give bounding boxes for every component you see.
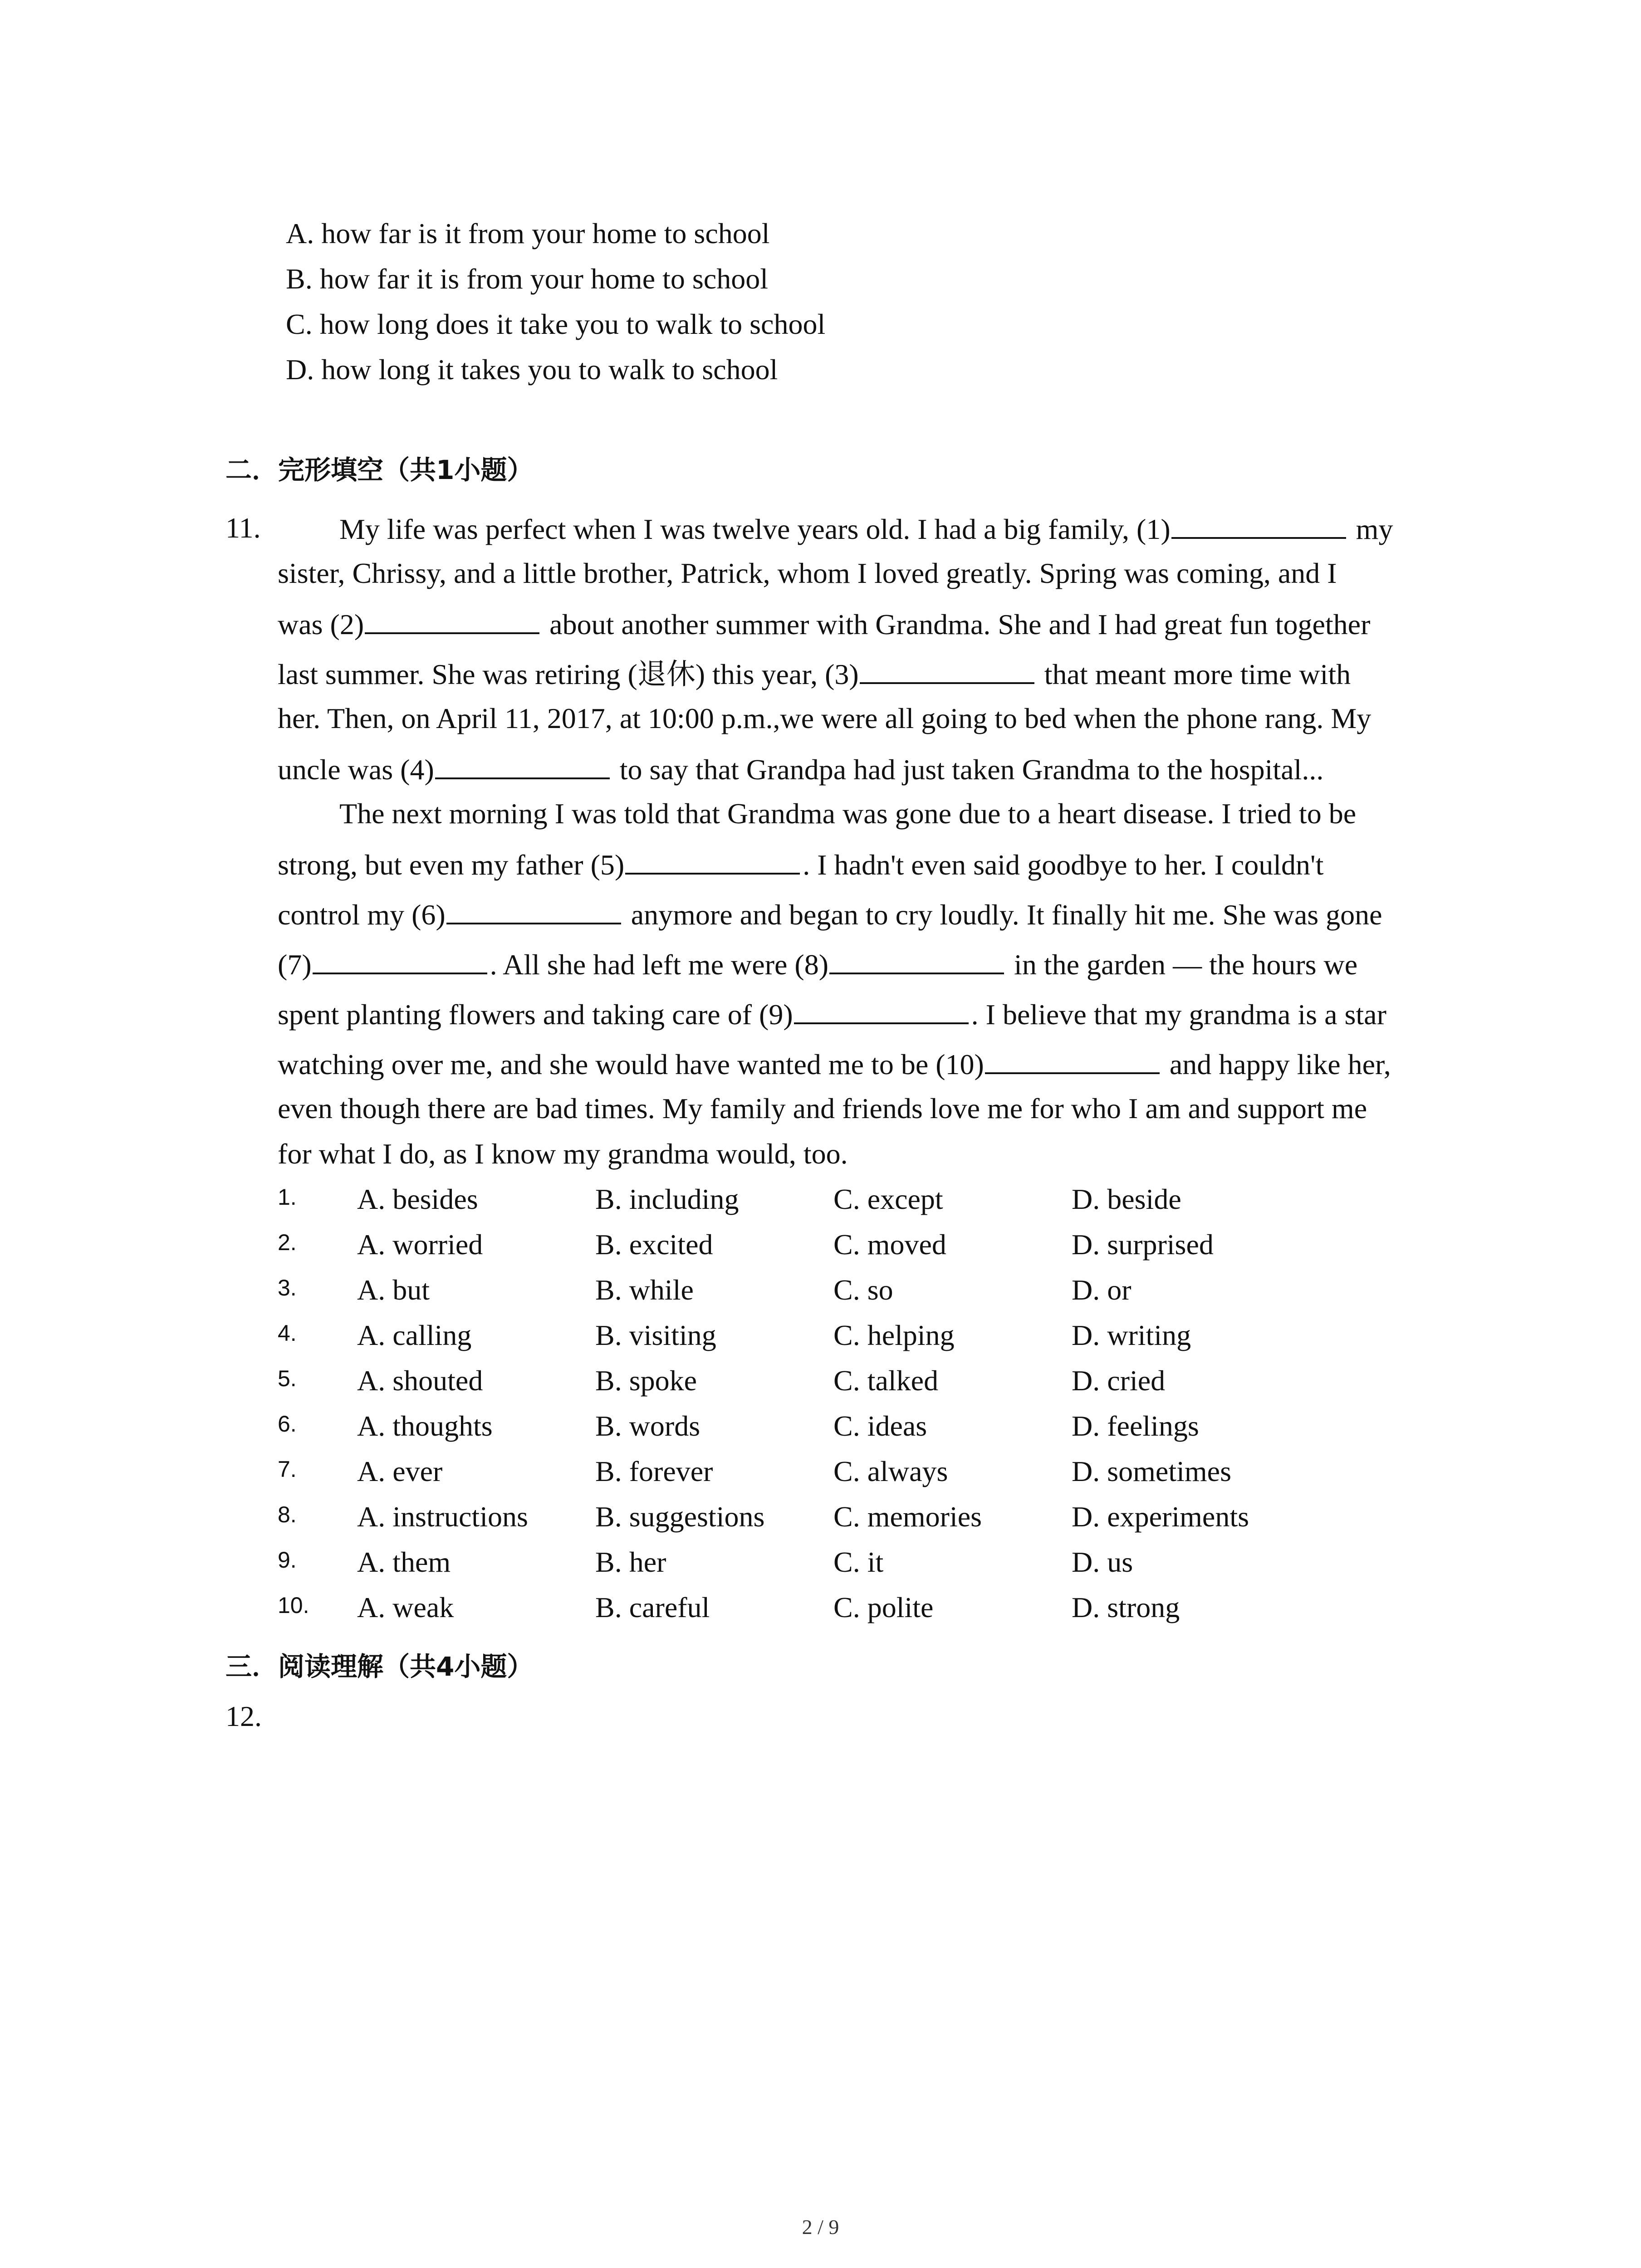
prev-option-d: D. how long it takes you to walk to school <box>286 353 778 386</box>
prev-option-c: C. how long does it take you to walk to school <box>286 308 826 340</box>
option-c[interactable]: C. polite <box>833 1591 934 1623</box>
option-b[interactable]: B. excited <box>595 1228 713 1261</box>
option-b[interactable]: B. spoke <box>595 1364 697 1397</box>
option-d[interactable]: D. cried <box>1072 1364 1166 1397</box>
passage-line: strong, but even my father (5) . I hadn't even said goodbye to her. I couldn't <box>278 846 1323 883</box>
option-d[interactable]: D. writing <box>1072 1319 1191 1351</box>
option-row <box>278 1363 1457 1399</box>
passage-line: was (2) about another summer with Grandma. She and I had great fun together <box>278 605 1370 643</box>
question-number: 12. <box>225 1700 262 1732</box>
option-c[interactable]: C. talked <box>833 1364 939 1397</box>
option-c[interactable]: C. it <box>833 1546 884 1578</box>
passage-line: uncle was (4) to say that Grandpa had just taken Grandma to the hospital... <box>278 750 1323 788</box>
option-row <box>278 1408 1457 1444</box>
option-d[interactable]: D. strong <box>1072 1591 1180 1623</box>
option-d[interactable]: D. sometimes <box>1072 1455 1231 1487</box>
page-number: 2 / 9 <box>802 2215 839 2239</box>
option-number: 1. <box>278 1184 297 1210</box>
option-number: 8. <box>278 1502 297 1527</box>
option-b[interactable]: B. her <box>595 1546 666 1578</box>
option-number: 6. <box>278 1411 297 1437</box>
passage-line: control my (6) anymore and began to cry loudly. It finally hit me. She was gone <box>278 895 1382 933</box>
option-d[interactable]: D. feelings <box>1072 1410 1199 1442</box>
passage-line: My life was perfect when I was twelve years old. I had a big family, (1) my <box>339 510 1393 547</box>
option-b[interactable]: B. forever <box>595 1455 713 1487</box>
answer-blank-8[interactable] <box>829 945 1004 974</box>
passage-line: her. Then, on April 11, 2017, at 10:00 p.m.,we were all going to bed when the phone rang. My <box>278 702 1372 734</box>
passage-line: watching over me, and she would have wanted me to be (10) and happy like her, <box>278 1045 1391 1083</box>
option-number: 4. <box>278 1320 297 1346</box>
answer-blank-9[interactable] <box>794 995 969 1024</box>
answer-blank-7[interactable] <box>313 945 487 974</box>
option-d[interactable]: D. us <box>1072 1546 1133 1578</box>
option-d[interactable]: D. beside <box>1072 1183 1181 1215</box>
passage-line: The next morning I was told that Grandma was gone due to a heart disease. I tried to be <box>339 797 1357 830</box>
answer-blank-2[interactable] <box>365 605 539 634</box>
section-heading-cloze: 二．完形填空（共1小题） <box>225 455 534 485</box>
option-b[interactable]: B. careful <box>595 1591 710 1623</box>
option-a[interactable]: A. besides <box>357 1183 478 1215</box>
option-d[interactable]: D. or <box>1072 1274 1132 1306</box>
option-c[interactable]: C. moved <box>833 1228 946 1261</box>
option-d[interactable]: D. surprised <box>1072 1228 1214 1261</box>
option-number: 10. <box>278 1593 309 1618</box>
prev-option-a: A. how far is it from your home to school <box>286 217 770 249</box>
option-c[interactable]: C. so <box>833 1274 893 1306</box>
option-number: 9. <box>278 1547 297 1573</box>
option-a[interactable]: A. them <box>357 1546 451 1578</box>
option-c[interactable]: C. helping <box>833 1319 955 1351</box>
passage-line: for what I do, as I know my grandma would, too. <box>278 1138 848 1170</box>
option-number: 5. <box>278 1366 297 1391</box>
passage-line: spent planting flowers and taking care of (9) . I believe that my grandma is a star <box>278 995 1386 1033</box>
option-row <box>278 1544 1457 1580</box>
option-row <box>278 1181 1457 1217</box>
option-a[interactable]: A. ever <box>357 1455 443 1487</box>
answer-blank-10[interactable] <box>985 1045 1160 1074</box>
answer-blank-1[interactable] <box>1171 510 1346 539</box>
answer-blank-3[interactable] <box>860 655 1034 684</box>
option-number: 2. <box>278 1230 297 1255</box>
option-number: 7. <box>278 1457 297 1482</box>
passage-line: last summer. She was retiring (退休) this year, (3) that meant more time with <box>278 655 1351 693</box>
option-a[interactable]: A. shouted <box>357 1364 483 1397</box>
option-b[interactable]: B. words <box>595 1410 700 1442</box>
option-c[interactable]: C. always <box>833 1455 948 1487</box>
option-b[interactable]: B. visiting <box>595 1319 716 1351</box>
option-b[interactable]: B. suggestions <box>595 1501 765 1533</box>
prev-option-b: B. how far it is from your home to school <box>286 263 768 295</box>
option-row <box>278 1453 1457 1490</box>
option-a[interactable]: A. instructions <box>357 1501 528 1533</box>
option-row <box>278 1589 1457 1626</box>
passage-line: (7) . All she had left me were (8) in the garden — the hours we <box>278 945 1357 983</box>
section-heading-reading: 三．阅读理解（共4小题） <box>225 1651 534 1682</box>
option-row <box>278 1272 1457 1308</box>
option-a[interactable]: A. but <box>357 1274 430 1306</box>
option-b[interactable]: B. including <box>595 1183 739 1215</box>
option-row <box>278 1317 1457 1354</box>
passage-line: sister, Chrissy, and a little brother, Patrick, whom I loved greatly. Spring was coming, and I <box>278 557 1337 589</box>
option-c[interactable]: C. ideas <box>833 1410 927 1442</box>
option-row <box>278 1499 1457 1535</box>
option-a[interactable]: A. weak <box>357 1591 454 1623</box>
answer-blank-6[interactable] <box>446 895 621 924</box>
option-a[interactable]: A. calling <box>357 1319 472 1351</box>
option-a[interactable]: A. thoughts <box>357 1410 493 1442</box>
question-number: 11. <box>225 512 261 544</box>
option-c[interactable]: C. except <box>833 1183 943 1215</box>
option-row <box>278 1227 1457 1263</box>
answer-blank-4[interactable] <box>435 750 610 779</box>
option-b[interactable]: B. while <box>595 1274 694 1306</box>
option-number: 3. <box>278 1275 297 1300</box>
option-a[interactable]: A. worried <box>357 1228 483 1261</box>
passage-line: even though there are bad times. My family and friends love me for who I am and support me <box>278 1092 1367 1124</box>
option-d[interactable]: D. experiments <box>1072 1501 1249 1533</box>
answer-blank-5[interactable] <box>625 846 800 875</box>
option-c[interactable]: C. memories <box>833 1501 982 1533</box>
